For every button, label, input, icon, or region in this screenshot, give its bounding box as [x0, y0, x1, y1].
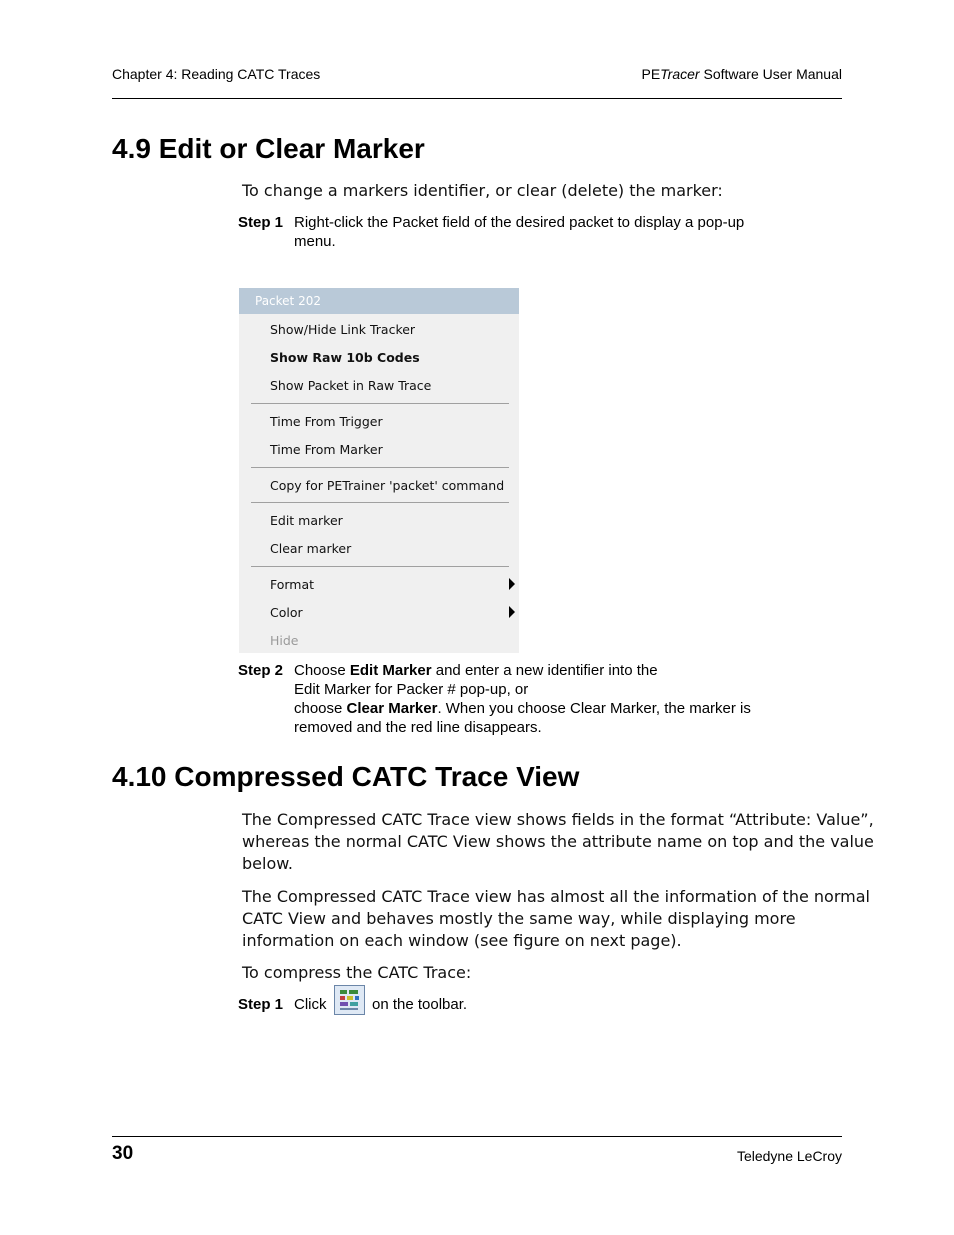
paragraph-1-line: below. — [242, 854, 293, 873]
menu-item-clear-marker[interactable]: Clear marker — [270, 541, 352, 556]
manual-title-rest: Software User Manual — [699, 66, 842, 82]
step-2-line-3 — [294, 699, 751, 718]
manual-title-tracer: Tracer — [660, 66, 700, 82]
running-header-chapter: Chapter 4: Reading CATC Traces — [112, 66, 321, 82]
step-2-text-part: . When you choose Clear Marker, the marker is — [437, 700, 751, 717]
header-rule — [112, 98, 842, 99]
section-4-10-paragraph-2 — [242, 886, 870, 952]
menu-separator — [251, 566, 509, 567]
step-2-clear-marker-term: Clear Marker — [346, 700, 438, 717]
menu-title: Packet 202 — [239, 288, 519, 314]
page-number: 30 — [112, 1143, 134, 1164]
menu-separator — [251, 502, 509, 503]
paragraph-2-line: information on each window (see figure on next page). — [242, 931, 682, 950]
paragraph-2-line: CATC View and behaves mostly the same way, while displaying more — [242, 909, 796, 928]
menu-separator — [251, 403, 509, 404]
menu-item-time-from-marker[interactable]: Time From Marker — [270, 442, 383, 457]
step-2-text-part: and enter a new identifier into the — [431, 662, 658, 679]
step-1-text — [294, 213, 744, 251]
section-4-10-paragraph-3: To compress the CATC Trace: — [242, 963, 472, 982]
step-2-text-part: Choose — [294, 662, 350, 679]
step-2-text-part: choose — [294, 700, 347, 717]
step-1-line-1: Right-click the Packet field of the desired packet to display a pop-up — [294, 214, 745, 231]
submenu-arrow-icon — [509, 578, 515, 590]
step-1-click-text: Click — [294, 996, 327, 1013]
manual-title-pe: PE — [641, 66, 661, 82]
compressed-view-icon-graphic — [335, 986, 364, 1014]
step-2-line-1 — [294, 661, 751, 680]
menu-item-hide: Hide — [270, 633, 299, 648]
section-4-9-intro: To change a markers identifier, or clear (delete) the marker: — [242, 181, 723, 200]
section-title-4-9: 4.9 Edit or Clear Marker — [112, 133, 425, 164]
menu-item-format[interactable]: Format — [270, 577, 315, 592]
step-2-edit-marker-term: Edit Marker — [349, 662, 432, 679]
footer-company: Teledyne LeCroy — [736, 1148, 842, 1164]
menu-item-show-hide-link-tracker[interactable]: Show/Hide Link Tracker — [270, 322, 416, 337]
running-header-manual — [641, 66, 842, 82]
step-2-line-2: Edit Marker for Packer # pop-up, or — [294, 681, 529, 698]
menu-item-time-from-trigger[interactable]: Time From Trigger — [270, 414, 383, 429]
step-1-toolbar-text: on the toolbar. — [372, 996, 468, 1013]
menu-item-show-packet-in-raw-trace[interactable]: Show Packet in Raw Trace — [270, 378, 432, 393]
step-1-label-4-10: Step 1 — [238, 996, 284, 1013]
footer-rule — [112, 1136, 842, 1137]
menu-item-edit-marker[interactable]: Edit marker — [270, 513, 343, 528]
menu-item-copy-for-petrainer[interactable]: Copy for PETrainer 'packet' command — [270, 478, 505, 493]
step-2-label: Step 2 — [238, 662, 284, 679]
menu-separator — [251, 467, 509, 468]
menu-item-color[interactable]: Color — [270, 605, 303, 620]
step-2-line-4: removed and the red line disappears. — [294, 719, 542, 736]
step-1-label: Step 1 — [238, 214, 284, 231]
paragraph-1-line: whereas the normal CATC View shows the attribute name on top and the value — [242, 832, 874, 851]
section-title-4-10: 4.10 Compressed CATC Trace View — [112, 761, 580, 792]
menu-item-show-raw-10b-codes[interactable]: Show Raw 10b Codes — [270, 350, 420, 365]
submenu-arrow-icon — [509, 606, 515, 618]
compressed-view-icon[interactable] — [334, 985, 365, 1015]
step-1-line-2: menu. — [294, 233, 336, 250]
packet-context-menu — [239, 288, 519, 653]
step-2-text — [294, 661, 751, 737]
paragraph-1-line: The Compressed CATC Trace view shows fields in the format “Attribute: Value”, — [242, 810, 874, 829]
section-4-10-paragraph-1 — [242, 809, 874, 875]
paragraph-2-line: The Compressed CATC Trace view has almost all the information of the normal — [242, 887, 870, 906]
